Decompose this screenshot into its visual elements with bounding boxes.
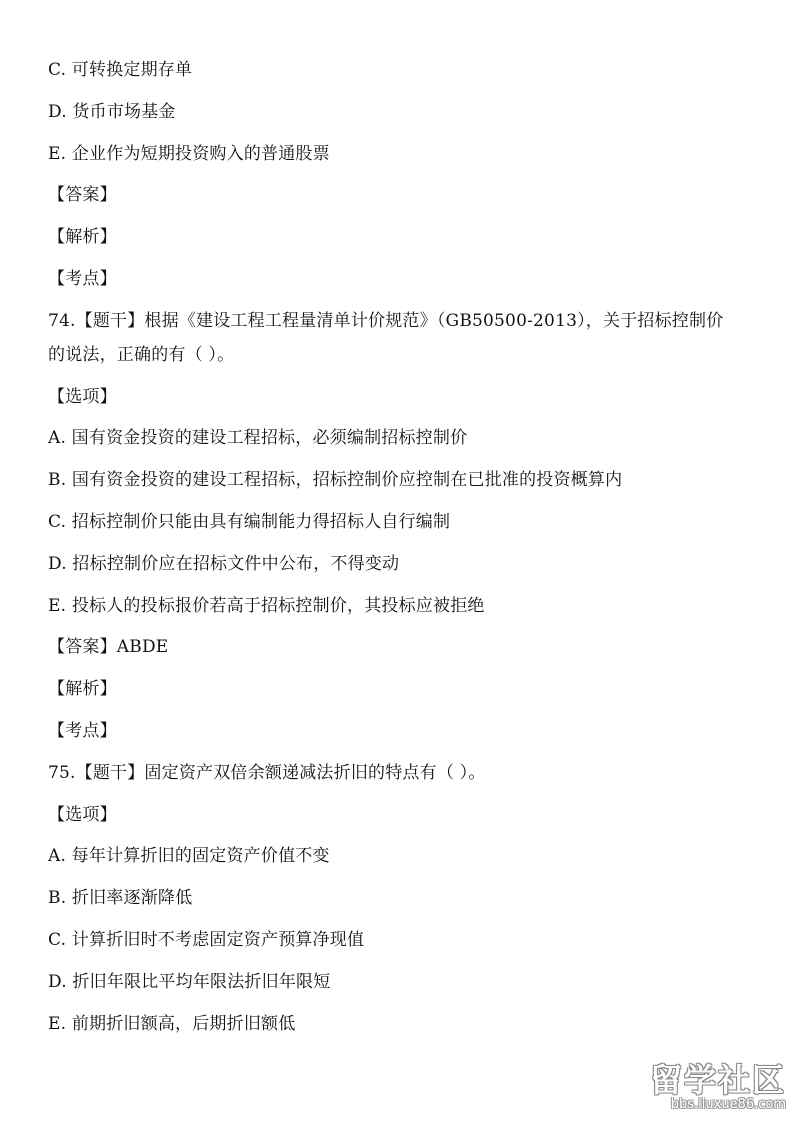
q74-option-c: C. 招标控制价只能由具有编制能力得招标人自行编制 [48, 511, 451, 532]
q75-option-e: E. 前期折旧额高，后期折旧额低 [48, 1013, 296, 1034]
q75-option-a: A. 每年计算折旧的固定资产价值不变 [48, 846, 330, 867]
option-c-line: C. 可转换定期存单 [48, 60, 193, 80]
q74-exam-point-label: 【考点】 [48, 720, 117, 741]
watermark-logo [626, 1063, 786, 1119]
option-d-line: D. 货币市场基金 [48, 101, 176, 122]
q74-option-e: E. 投标人的投标报价若高于招标控制价，其投标应被拒绝 [48, 595, 485, 616]
exam-point-label: 【考点】 [48, 268, 117, 289]
option-e-line: E. 企业作为短期投资购入的普通股票 [48, 143, 330, 164]
question-74-stem: 74.【题干】根据《建设工程工程量清单计价规范》（GB50500-2013），关于招标控制价 [48, 310, 724, 331]
q75-option-c: C. 计算折旧时不考虑固定资产预算净现值 [48, 929, 365, 950]
watermark-logo-text: 留学社区 [649, 1061, 786, 1099]
q74-option-d: D. 招标控制价应在招标文件中公布，不得变动 [48, 553, 400, 574]
q75-option-d: D. 折旧年限比平均年限法折旧年限短 [48, 971, 331, 992]
question-75-stem: 75.【题干】固定资产双倍余额递减法折旧的特点有（ ）。 [48, 762, 486, 783]
watermark-url-text: bbs.liuxue86.com [670, 1097, 786, 1112]
document-content [48, 56, 768, 1051]
options-label: 【选项】 [48, 386, 117, 407]
q75-option-b: B. 折旧率逐渐降低 [48, 888, 193, 909]
answer-label: 【答案】 [48, 185, 117, 206]
q75-options-label: 【选项】 [48, 804, 117, 825]
q74-option-a: A. 国有资金投资的建设工程招标，必须编制招标控制价 [48, 428, 468, 449]
analysis-label: 【解析】 [48, 227, 117, 248]
q74-option-b: B. 国有资金投资的建设工程招标，招标控制价应控制在已批准的投资概算内 [48, 470, 623, 491]
question-74-stem-continued: 的说法，正确的有（ ）。 [48, 344, 235, 365]
q74-answer: 【答案】ABDE [48, 637, 169, 658]
q74-analysis-label: 【解析】 [48, 679, 117, 700]
